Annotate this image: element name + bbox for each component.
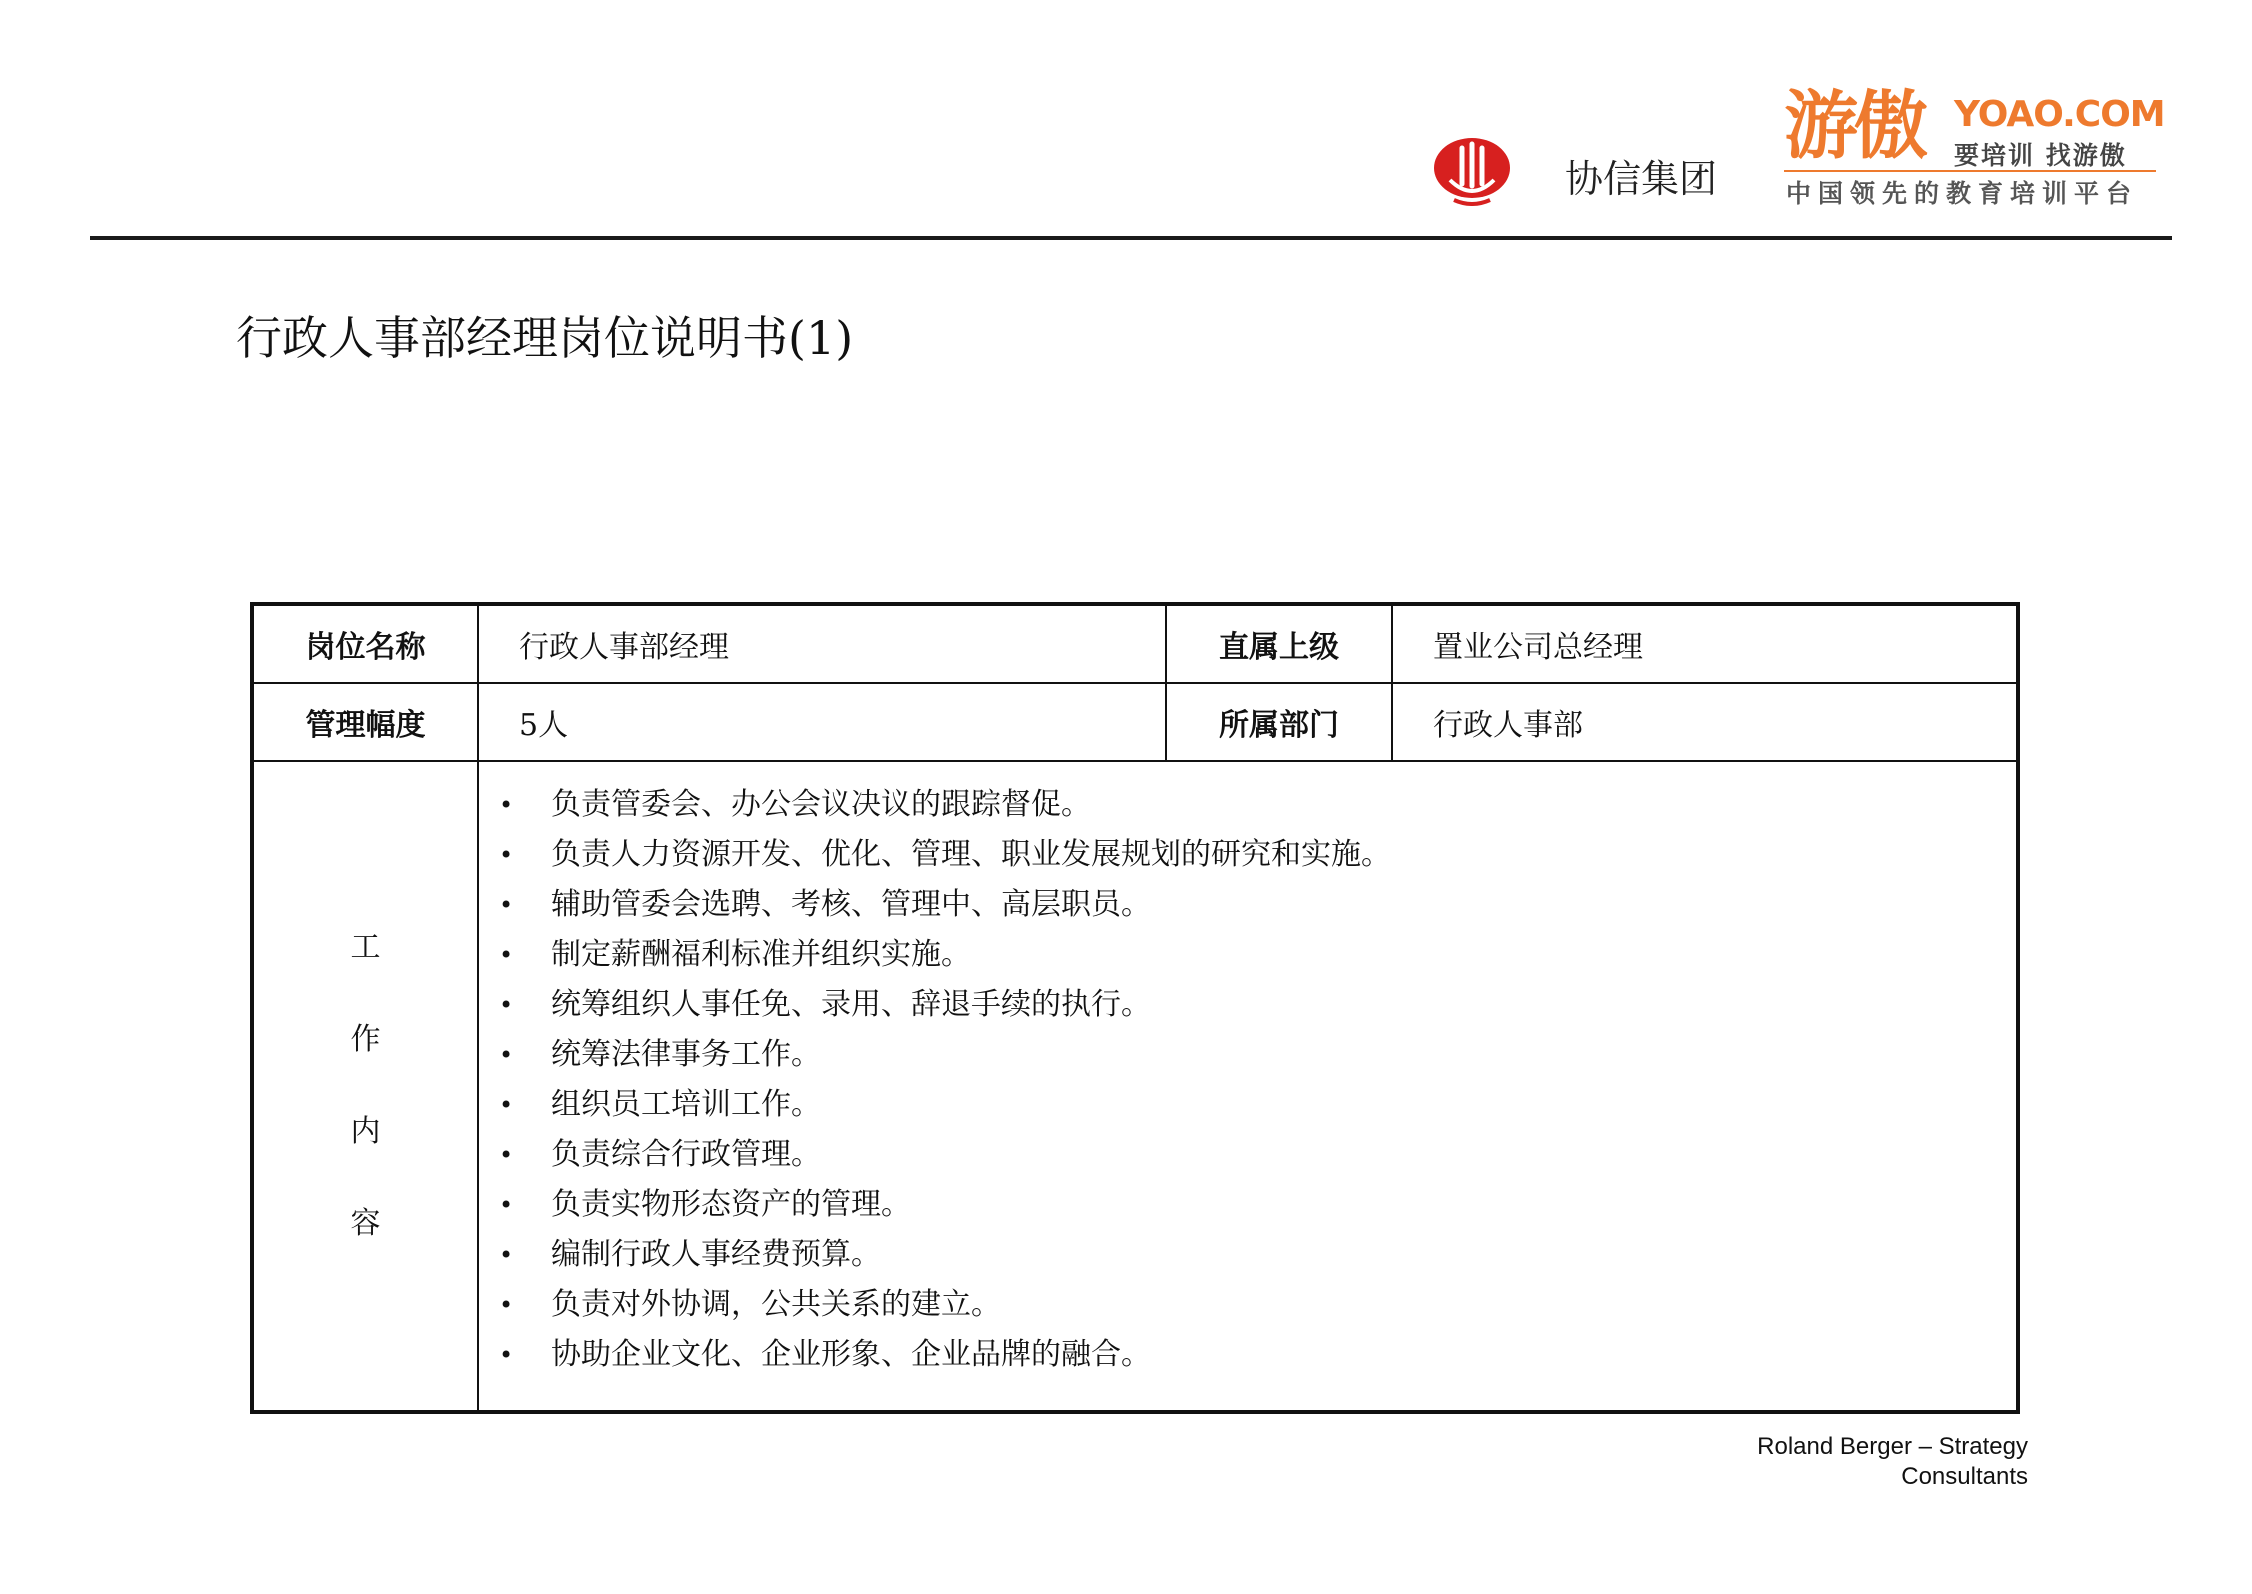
list-item: • 编制行政人事经费预算。: [499, 1230, 2016, 1280]
list-item: • 统筹法律事务工作。: [499, 1030, 2016, 1080]
footer-line: Consultants: [1901, 1463, 2028, 1490]
table-row: [252, 761, 2018, 1412]
position-name-value: 行政人事部经理: [478, 604, 1166, 683]
brand-tagline: 中国领先的教育培训平台: [1786, 179, 2139, 208]
table-row: [252, 683, 2018, 761]
list-item: • 统筹组织人事任免、录用、辞退手续的执行。: [499, 980, 2016, 1030]
brand-divider: [1784, 170, 2156, 172]
work-content-cell: [478, 761, 2018, 1412]
direct-superior-value: 置业公司总经理: [1392, 604, 2018, 683]
list-item: • 负责对外协调，公共关系的建立。: [499, 1280, 2016, 1330]
footer-credit: [1757, 1432, 2028, 1492]
brand-main-text: 游傲: [1784, 83, 1924, 169]
brand-logo: [1784, 83, 2165, 210]
work-content-char: 内: [350, 1114, 381, 1149]
brand-domain: YOAO.COM: [1954, 94, 2165, 135]
work-content-char: 工: [350, 930, 381, 965]
header-divider: [90, 236, 2172, 240]
work-content-char: 容: [350, 1206, 381, 1241]
work-content-label: [252, 761, 478, 1412]
management-scope-label: 管理幅度: [252, 683, 478, 761]
management-scope-value: 5人: [478, 683, 1166, 761]
job-description-table: [250, 602, 2020, 1414]
list-item: • 组织员工培训工作。: [499, 1080, 2016, 1130]
list-item: • 辅助管委会选聘、考核、管理中、高层职员。: [499, 880, 2016, 930]
list-item: • 制定薪酬福利标准并组织实施。: [499, 930, 2016, 980]
list-item: • 负责管委会、办公会议决议的跟踪督促。: [499, 780, 2016, 830]
table-row: [252, 604, 2018, 683]
brand-slogan: 要培训 找游傲: [1954, 141, 2127, 170]
department-label: 所属部门: [1166, 683, 1392, 761]
page-title: 行政人事部经理岗位说明书(1): [236, 311, 854, 365]
list-item: • 协助企业文化、企业形象、企业品牌的融合。: [499, 1330, 2016, 1380]
work-content-char: 作: [350, 1022, 381, 1057]
department-value: 行政人事部: [1392, 683, 2018, 761]
footer-line: Roland Berger – Strategy: [1757, 1433, 2028, 1460]
list-item: • 负责综合行政管理。: [499, 1130, 2016, 1180]
duties-list: [479, 762, 2016, 1398]
position-name-label: 岗位名称: [252, 604, 478, 683]
xiexin-logo-icon: [1432, 136, 1512, 206]
company-name: 协信集团: [1565, 157, 1718, 201]
list-item: • 负责实物形态资产的管理。: [499, 1180, 2016, 1230]
list-item: • 负责人力资源开发、优化、管理、职业发展规划的研究和实施。: [499, 830, 2016, 880]
direct-superior-label: 直属上级: [1166, 604, 1392, 683]
